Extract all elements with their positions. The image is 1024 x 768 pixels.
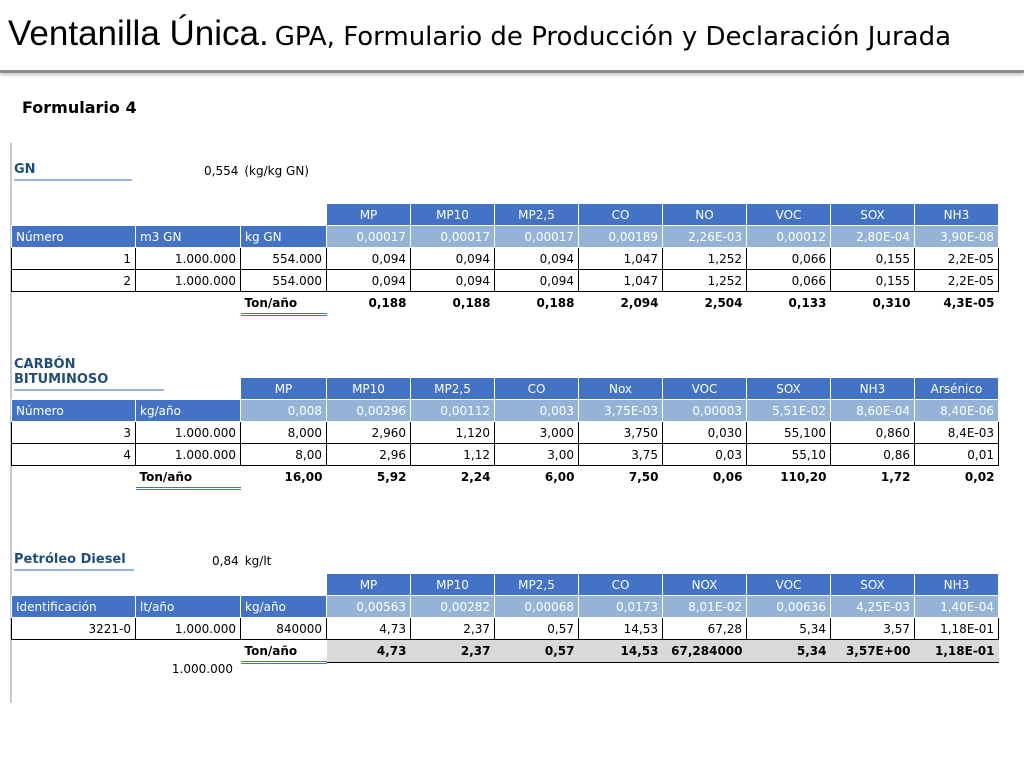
- emission-value: 0,57: [495, 618, 579, 640]
- carbon-section-title: CARBÓN BITUMINOSO: [14, 357, 164, 391]
- emission-factor: 0,00112: [411, 400, 495, 422]
- total-value: 67,284000: [663, 640, 747, 663]
- empty-cell: [12, 574, 136, 596]
- total-value: 3,57E+00: [831, 640, 915, 663]
- emission-value: 1,252: [663, 270, 747, 292]
- emission-value: 1,120: [411, 422, 495, 444]
- diesel-table: [11, 573, 999, 664]
- carbon-table: [11, 377, 999, 490]
- emission-factor-row: [12, 596, 999, 618]
- diesel-factor-value: 0,84: [212, 554, 239, 568]
- pollutant-header-row: [12, 378, 999, 400]
- column-header: m3 GN: [136, 226, 241, 248]
- emission-value: 3,57: [831, 618, 915, 640]
- emission-value: 8,00: [241, 444, 327, 466]
- emission-factor: 0,003: [495, 400, 579, 422]
- emission-factor: 2,80E-04: [831, 226, 915, 248]
- pollutant-header: SOX: [831, 574, 915, 596]
- total-label: Ton/año: [241, 640, 327, 663]
- emission-value: 0,03: [663, 444, 747, 466]
- table-row: [12, 248, 999, 270]
- emission-factor: 0,00296: [327, 400, 411, 422]
- emission-value: 8,000: [241, 422, 327, 444]
- empty-cell: [136, 378, 241, 400]
- table-row: [12, 270, 999, 292]
- row-quantity: 1.000.000: [136, 270, 241, 292]
- pollutant-header: MP: [241, 378, 327, 400]
- total-value: 1,18E-01: [915, 640, 999, 663]
- title-divider: [0, 70, 1024, 73]
- emission-factor: 8,40E-06: [915, 400, 999, 422]
- total-value: 0,133: [788, 296, 827, 311]
- row-mass: 840000: [241, 618, 327, 640]
- total-value: 110,20: [780, 470, 827, 485]
- emission-factor: 0,00017: [411, 226, 495, 248]
- emission-factor: 0,00636: [747, 596, 831, 618]
- column-header: Número: [12, 226, 136, 248]
- pollutant-header: CO: [579, 574, 663, 596]
- emission-factor: 4,25E-03: [831, 596, 915, 618]
- pollutant-header: CO: [495, 378, 579, 400]
- column-header: kg/año: [241, 596, 327, 618]
- total-value: 1,72: [880, 470, 911, 485]
- pollutant-header: NOX: [663, 574, 747, 596]
- emission-value: 4,73: [327, 618, 411, 640]
- empty-cell: [136, 574, 241, 596]
- emission-value: 3,750: [579, 422, 663, 444]
- table-row: [12, 618, 999, 640]
- empty-cell: [136, 640, 241, 663]
- emission-factor: 0,00003: [663, 400, 747, 422]
- emission-value: 14,53: [579, 618, 663, 640]
- total-label: Ton/año: [136, 466, 241, 489]
- total-label: Ton/año: [241, 292, 327, 315]
- emission-factor: 5,51E-02: [747, 400, 831, 422]
- emission-factor: 0,00282: [411, 596, 495, 618]
- empty-cell: [12, 204, 136, 226]
- gn-section-title: GN: [14, 162, 132, 181]
- total-value: 14,53: [579, 640, 663, 663]
- title-sub: GPA, Formulario de Producción y Declaración Jurada: [274, 22, 952, 52]
- pollutant-header: MP2,5: [495, 574, 579, 596]
- pollutant-header: NH3: [915, 574, 999, 596]
- diesel-section-title: Petróleo Diesel: [14, 552, 134, 571]
- empty-cell: [12, 640, 136, 663]
- column-header: Número: [12, 400, 136, 422]
- empty-cell: [241, 574, 327, 596]
- gn-factor-unit: (kg/kg GN): [244, 164, 309, 178]
- pollutant-header: Nox: [579, 378, 663, 400]
- total-value: 6,00: [544, 470, 575, 485]
- emission-value: 0,094: [495, 270, 579, 292]
- emission-value: 1,047: [579, 248, 663, 270]
- totals-row: [12, 292, 999, 315]
- form-label: Formulario 4: [22, 98, 137, 117]
- emission-value: 0,01: [915, 444, 999, 466]
- emission-value: 2,960: [327, 422, 411, 444]
- emission-factor: 0,0173: [579, 596, 663, 618]
- emission-value: 5,34: [747, 618, 831, 640]
- table-row: [12, 422, 999, 444]
- total-value: 2,37: [411, 640, 495, 663]
- emission-factor: 0,00017: [327, 226, 411, 248]
- emission-value: 2,2E-05: [915, 248, 999, 270]
- emission-value: 0,094: [411, 248, 495, 270]
- total-value: 5,34: [747, 640, 831, 663]
- row-id: 2: [12, 270, 136, 292]
- emission-value: 0,155: [831, 248, 915, 270]
- emission-value: 1,252: [663, 248, 747, 270]
- pollutant-header: MP2,5: [495, 204, 579, 226]
- column-header: kg/año: [136, 400, 241, 422]
- total-value: 4,3E-05: [943, 296, 995, 311]
- emission-value: 55,10: [747, 444, 831, 466]
- emission-factor-row: [12, 400, 999, 422]
- gn-factor: [204, 164, 309, 178]
- pollutant-header: NO: [663, 204, 747, 226]
- total-value: 0,188: [452, 296, 491, 311]
- diesel-below-value: 1.000.000: [171, 662, 233, 676]
- gn-table: [11, 203, 999, 316]
- empty-cell: [241, 204, 327, 226]
- total-value: 0,02: [964, 470, 995, 485]
- emission-value: 2,96: [327, 444, 411, 466]
- pollutant-header: MP10: [411, 204, 495, 226]
- emission-factor: 2,26E-03: [663, 226, 747, 248]
- gn-factor-value: 0,554: [204, 164, 239, 178]
- total-value: 4,73: [327, 640, 411, 663]
- total-value: 2,24: [460, 470, 491, 485]
- total-value: 0,57: [495, 640, 579, 663]
- row-quantity: 1.000.000: [136, 618, 241, 640]
- total-value: 16,00: [284, 470, 323, 485]
- empty-cell: [12, 378, 136, 400]
- table-row: [12, 444, 999, 466]
- pollutant-header: MP: [327, 574, 411, 596]
- emission-factor: 1,40E-04: [915, 596, 999, 618]
- pollutant-header: CO: [579, 204, 663, 226]
- row-id: 4: [12, 444, 136, 466]
- emission-value: 3,75: [579, 444, 663, 466]
- emission-value: 8,4E-03: [915, 422, 999, 444]
- emission-factor: 0,00189: [579, 226, 663, 248]
- emission-value: 3,000: [495, 422, 579, 444]
- emission-value: 0,066: [747, 248, 831, 270]
- total-value: 5,92: [376, 470, 407, 485]
- row-id: 1: [12, 248, 136, 270]
- row-quantity: 1.000.000: [136, 248, 241, 270]
- emission-value: 1,12: [411, 444, 495, 466]
- emission-factor: 8,60E-04: [831, 400, 915, 422]
- row-mass: 554.000: [241, 248, 327, 270]
- emission-value: 0,030: [663, 422, 747, 444]
- empty-cell: [136, 292, 241, 315]
- emission-value: 0,066: [747, 270, 831, 292]
- pollutant-header: MP10: [411, 574, 495, 596]
- emission-value: 0,094: [495, 248, 579, 270]
- page-title: [8, 14, 951, 54]
- emission-value: 0,86: [831, 444, 915, 466]
- emission-value: 2,2E-05: [915, 270, 999, 292]
- total-value: 0,06: [712, 470, 743, 485]
- emission-value: 0,094: [327, 248, 411, 270]
- emission-value: 2,37: [411, 618, 495, 640]
- total-value: 2,094: [620, 296, 659, 311]
- emission-value: 1,18E-01: [915, 618, 999, 640]
- pollutant-header: MP: [327, 204, 411, 226]
- total-value: 0,188: [536, 296, 575, 311]
- emission-factor: 0,00017: [495, 226, 579, 248]
- pollutant-header-row: [12, 204, 999, 226]
- diesel-factor-unit: kg/lt: [244, 554, 272, 568]
- pollutant-header: Arsénico: [915, 378, 999, 400]
- pollutant-header: SOX: [747, 378, 831, 400]
- pollutant-header: NH3: [831, 378, 915, 400]
- emission-value: 1,047: [579, 270, 663, 292]
- diesel-factor: [212, 554, 271, 568]
- column-header: kg GN: [241, 226, 327, 248]
- empty-cell: [12, 292, 136, 315]
- row-quantity: 1.000.000: [136, 444, 241, 466]
- pollutant-header: VOC: [747, 204, 831, 226]
- title-main: Ventanilla Única.: [8, 14, 269, 53]
- empty-cell: [136, 204, 241, 226]
- row-mass: 554.000: [241, 270, 327, 292]
- emission-value: 3,00: [495, 444, 579, 466]
- pollutant-header-row: [12, 574, 999, 596]
- row-id: 3221-0: [12, 618, 136, 640]
- row-id: 3: [12, 422, 136, 444]
- total-value: 0,188: [368, 296, 407, 311]
- emission-factor: 8,01E-02: [663, 596, 747, 618]
- pollutant-header: VOC: [747, 574, 831, 596]
- pollutant-header: SOX: [831, 204, 915, 226]
- emission-factor: 0,00012: [747, 226, 831, 248]
- emission-value: 0,155: [831, 270, 915, 292]
- pollutant-header: NH3: [915, 204, 999, 226]
- emission-factor-row: [12, 226, 999, 248]
- emission-value: 67,28: [663, 618, 747, 640]
- total-value: 7,50: [628, 470, 659, 485]
- emission-value: 0,094: [327, 270, 411, 292]
- totals-row: [12, 466, 999, 489]
- emission-factor: 3,90E-08: [915, 226, 999, 248]
- column-header: lt/año: [136, 596, 241, 618]
- emission-value: 55,100: [747, 422, 831, 444]
- emission-value: 0,094: [411, 270, 495, 292]
- totals-row: [12, 640, 999, 663]
- row-quantity: 1.000.000: [136, 422, 241, 444]
- emission-value: 0,860: [831, 422, 915, 444]
- total-value: 2,504: [704, 296, 743, 311]
- total-value: 0,310: [872, 296, 911, 311]
- pollutant-header: MP10: [327, 378, 411, 400]
- emission-factor: 0,00068: [495, 596, 579, 618]
- emission-factor: 0,00563: [327, 596, 411, 618]
- pollutant-header: MP2,5: [411, 378, 495, 400]
- pollutant-header: VOC: [663, 378, 747, 400]
- empty-cell: [12, 466, 136, 489]
- column-header: Identificación: [12, 596, 136, 618]
- emission-factor: 0,008: [241, 400, 327, 422]
- emission-factor: 3,75E-03: [579, 400, 663, 422]
